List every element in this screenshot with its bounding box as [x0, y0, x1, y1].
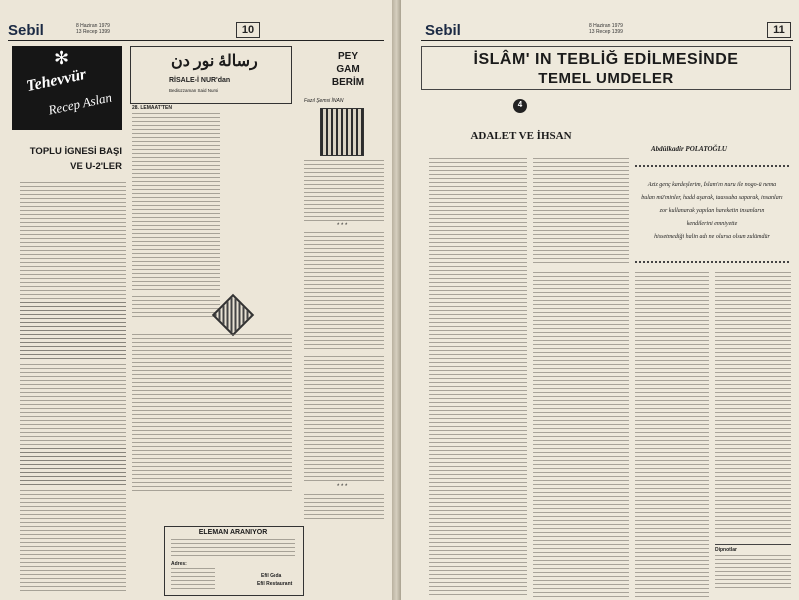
ad-title: Tehevvür: [24, 65, 88, 96]
main-article-text-bold: [20, 302, 126, 362]
job-ad-address: [171, 568, 215, 590]
risale-text: [132, 113, 220, 293]
job-ad-address-label: Adres:: [171, 561, 187, 567]
quote-line-4: kendilerini emniyette: [686, 221, 738, 227]
risale-title: RİSALE-İ NUR'dan: [169, 77, 231, 84]
series-number: [513, 99, 527, 113]
article-col-2-text: [533, 272, 629, 598]
left-date: [76, 23, 110, 35]
ad-flower-icon: ✻: [54, 48, 70, 68]
quote-box: [635, 165, 789, 263]
article-author: Abdülkadir POLATOĞLU: [651, 145, 727, 153]
main-headline-line-1: TOPLU İGNESİ BAŞI: [29, 146, 122, 157]
right-page-number: 11: [767, 22, 791, 38]
poem-text-1: [304, 160, 384, 222]
poem-text-4: [304, 494, 384, 522]
job-ad-sig-2: Efil Restaurant: [257, 581, 293, 587]
main-article-text-bold-2: [20, 448, 126, 488]
left-page-header: [8, 20, 384, 41]
article-col-4-text: [715, 272, 791, 540]
main-headline-line-2: VE U-2'LER: [70, 161, 122, 172]
article-title-line-1: İSLÂM' IN TEBLİĞ EDİLMESİNDE: [473, 51, 739, 68]
quote-line-3: zor kullanarak yapılan hareketin insanların: [659, 208, 765, 214]
poem-title-1: PEY: [337, 51, 358, 62]
series-number-text: 4: [517, 100, 523, 109]
main-article-text-3: [20, 490, 126, 592]
poem-separator-2: * * *: [337, 484, 348, 490]
left-sebil-logo: Sebil: [8, 22, 44, 39]
left-page: [0, 0, 392, 600]
risale-text-2: [132, 296, 220, 318]
poem-author: Fazıl Şemsi İNAN: [304, 98, 344, 104]
risale-sub: Bediüzzaman Said Nursi: [169, 88, 219, 93]
risale-box: [130, 46, 292, 104]
right-date-line-1: 8 Haziran 1979: [589, 23, 623, 29]
right-date-line-2: 13 Recep 1399: [589, 29, 623, 35]
ad-subtitle: Recep Aslan: [47, 89, 114, 118]
right-page: [401, 0, 799, 600]
left-date-line-1: 8 Haziran 1979: [76, 23, 110, 29]
poem-text-3: [304, 356, 384, 482]
title-frame: [421, 46, 791, 90]
footnotes: [715, 544, 791, 595]
article-title-line-2: TEMEL UMDELER: [538, 70, 674, 87]
poem-title: [312, 50, 384, 89]
poem-title-2: GAM: [336, 64, 360, 75]
article-col-3-text: [635, 272, 709, 598]
left-page-number: 10: [236, 22, 260, 38]
right-date: [589, 23, 623, 35]
article-col-2-intro: [533, 158, 629, 266]
quote-line-5: hissetmediği halin adı ne olursa olsun zulümdür: [654, 234, 770, 240]
job-ad-text: [171, 539, 295, 557]
risale-arabic: رسالهٔ نور دن: [171, 53, 258, 70]
article-subtitle: ADALET VE İHSAN: [470, 130, 572, 142]
risale-kicker: 28. LEMAAT'TEN: [132, 105, 172, 111]
footnotes-title: Dipnotlar: [715, 547, 737, 553]
left-date-line-2: 13 Recep 1399: [76, 29, 110, 35]
quote-line-2: bulan mü'minler, hadd aşarak, taassuba saparak, insanları: [641, 195, 783, 201]
page-gutter: [392, 0, 401, 600]
quote-line-1: Aziz genç kardeşlerim, İslam'ın nuru ile nogo-ü nema: [647, 182, 777, 188]
job-ad-sig-1: Efil Gıda: [261, 573, 282, 579]
risale-text-3: [132, 334, 292, 494]
article-col-1-text: [429, 158, 527, 598]
main-article-text-2: [20, 364, 126, 446]
right-sebil-logo: Sebil: [425, 22, 461, 39]
job-ad-title: ELEMAN ARANIYOR: [198, 529, 268, 536]
poem-illustration: [320, 108, 364, 156]
quote-text: [635, 179, 789, 244]
ad-box: [12, 46, 122, 130]
main-headline: [28, 144, 122, 174]
right-page-header: [421, 20, 793, 41]
poem-text-2: [304, 232, 384, 352]
main-article-text-1: [20, 182, 126, 300]
poem-title-3: BERİM: [331, 77, 365, 88]
poem-separator-1: * * *: [337, 223, 348, 229]
job-ad-box: [164, 526, 304, 596]
footnotes-text: [715, 555, 791, 591]
